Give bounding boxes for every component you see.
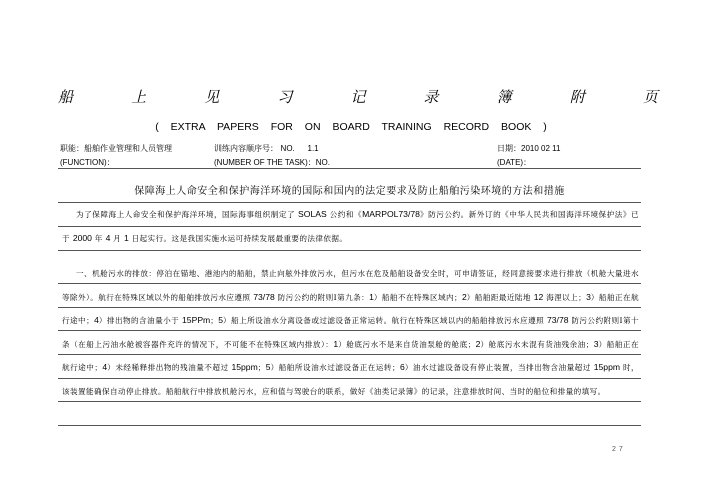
- ruled-line: [58, 378, 641, 379]
- task-label-en: (NUMBER OF THE TASK)：NO.: [214, 158, 331, 167]
- text-run: ；: [210, 316, 219, 325]
- text-run: 12: [533, 291, 544, 302]
- text-run: 73/78: [253, 291, 275, 302]
- date-value: 2010 02 11: [521, 144, 561, 153]
- ruled-line: [58, 401, 641, 402]
- title-char: 上: [131, 88, 147, 106]
- text-run: ）未经稀释排出物的残油量不超过: [107, 363, 232, 372]
- text-run: 日起实行。这是我国实施水运可持续发展最重要的法律依据。: [128, 233, 348, 243]
- text-run: 公约和《: [326, 210, 363, 219]
- text-run: 时，该装置能确保自动停止排放。船舶航行中排放机舱污水，应和值与驾驶台的联系，做好《油类记录簿》的记录，注意排放时间、当时的船位和排量的填写。: [62, 363, 640, 396]
- text-run: 4: [94, 315, 99, 325]
- text-run: 月: [110, 233, 124, 243]
- text-run: ）船舶不在特殊区域内；: [373, 292, 462, 302]
- text-run: 15ppm: [593, 362, 621, 372]
- title-char: 习: [277, 88, 293, 106]
- page-number: 27: [612, 446, 626, 453]
- function-field: [60, 143, 172, 154]
- task-label: 训练内容顺序号：: [214, 144, 278, 153]
- function-label-en: (FUNCTION)：: [60, 158, 115, 167]
- text-run: 15PPm: [182, 315, 211, 325]
- ruled-line: [58, 226, 641, 227]
- date-field: [497, 143, 560, 154]
- text-run: 6: [399, 362, 405, 372]
- text-run: SOLAS: [298, 209, 327, 219]
- task-no-label: NO.: [280, 144, 295, 153]
- text-run: ）船舶正在航行途中；: [62, 339, 639, 372]
- text-run: 3: [586, 291, 591, 302]
- text-run: 2: [475, 338, 481, 349]
- text-run: 1: [369, 291, 374, 302]
- title-char: 簿: [496, 88, 512, 106]
- ruled-line: [58, 250, 641, 251]
- ruled-line: [58, 330, 641, 331]
- title-char: 录: [423, 88, 439, 106]
- text-run: 一、机舱污水的排放：停泊在锚地、港池内的船舶，禁止向舷外排放污水，但污水在危及船舶设备安全时，可申请签证，经同意接要求进行排放（机舱大量进水等除外）。航行在特殊区域以外的船舶排放污水应遵照: [62, 269, 639, 302]
- title-char: 记: [350, 88, 366, 106]
- ruled-line: [58, 354, 641, 355]
- text-run: 为了保障海上人命安全和保护海洋环境，国际海事组织制定了: [76, 210, 299, 219]
- text-run: 海浬以上；: [543, 292, 587, 302]
- text-run: ；: [257, 363, 266, 372]
- title-char: 附: [569, 88, 585, 106]
- page-subtitle: ( EXTRA PAPERS FOR ON BOARD TRAINING RECORD BOOK ): [155, 121, 547, 133]
- text-run: ）排出物的含油量小于: [98, 316, 183, 325]
- text-run: 4: [105, 232, 111, 243]
- ruled-line: [58, 283, 641, 284]
- text-run: 3: [593, 338, 599, 349]
- text-run: ）船舶距最近陆地: [466, 292, 534, 302]
- text-run: ）舱底污水未混有货油残余油；: [480, 339, 594, 349]
- task-no-value: 1.1: [307, 144, 319, 153]
- date-label: 日期：: [497, 144, 521, 153]
- text-run: ）船上所设油水分离设备或过滤设备正常运转。航行在特殊区域以内的船舶排放污水应遵照: [223, 316, 547, 325]
- page-title: [58, 86, 658, 107]
- text-run: 2000: [72, 232, 92, 243]
- text-run: 4: [102, 362, 108, 372]
- text-run: ）油水过滤设备设有停止装置，当排出物含油量超过: [404, 363, 594, 372]
- text-run: 年: [91, 233, 106, 243]
- text-run: 5: [218, 315, 223, 325]
- function-value: 船舶作业管理和人员管理: [84, 144, 172, 153]
- task-field: [214, 143, 319, 154]
- section-heading: 保障海上人命安全和保护海洋环境的国际和国内的法定要求及防止船舶污染环境的方法和措施: [134, 186, 565, 197]
- text-run: 防污公约的附则Ⅰ第九条：: [274, 292, 370, 302]
- text-run: ）舱底污水不是来自货油泵舱的舱底；: [338, 339, 476, 349]
- text-run: 防污公约附则Ⅰ第十条（在船上污油水舱被容器件充许的情况下，不可能不在特殊区域内排放）：: [62, 316, 639, 349]
- text-run: 1: [333, 338, 339, 349]
- text-run: 1: [123, 232, 129, 243]
- function-label: 职能：: [60, 144, 84, 153]
- text-run: ）船舶正在航行途中；: [62, 292, 639, 325]
- date-label-en: (DATE)：: [497, 158, 532, 167]
- title-char: 见: [204, 88, 220, 106]
- title-char: 船: [58, 88, 74, 106]
- text-run: 73/78: [547, 315, 569, 325]
- text-run: 15ppm: [231, 362, 258, 372]
- text-run: ）船舶所设油水过滤设备正在运转；: [270, 363, 400, 372]
- ruled-line: [58, 425, 641, 426]
- text-run: MARPOL73/78: [362, 209, 420, 219]
- header-divider: [58, 168, 641, 169]
- ruled-line: [58, 307, 641, 308]
- text-run: 2: [462, 291, 467, 302]
- title-char: 页: [642, 88, 658, 106]
- text-run: 》防污公约。新外订的《中华人民共和国海洋环境保护法》已于: [62, 210, 640, 243]
- text-run: 5: [265, 362, 271, 372]
